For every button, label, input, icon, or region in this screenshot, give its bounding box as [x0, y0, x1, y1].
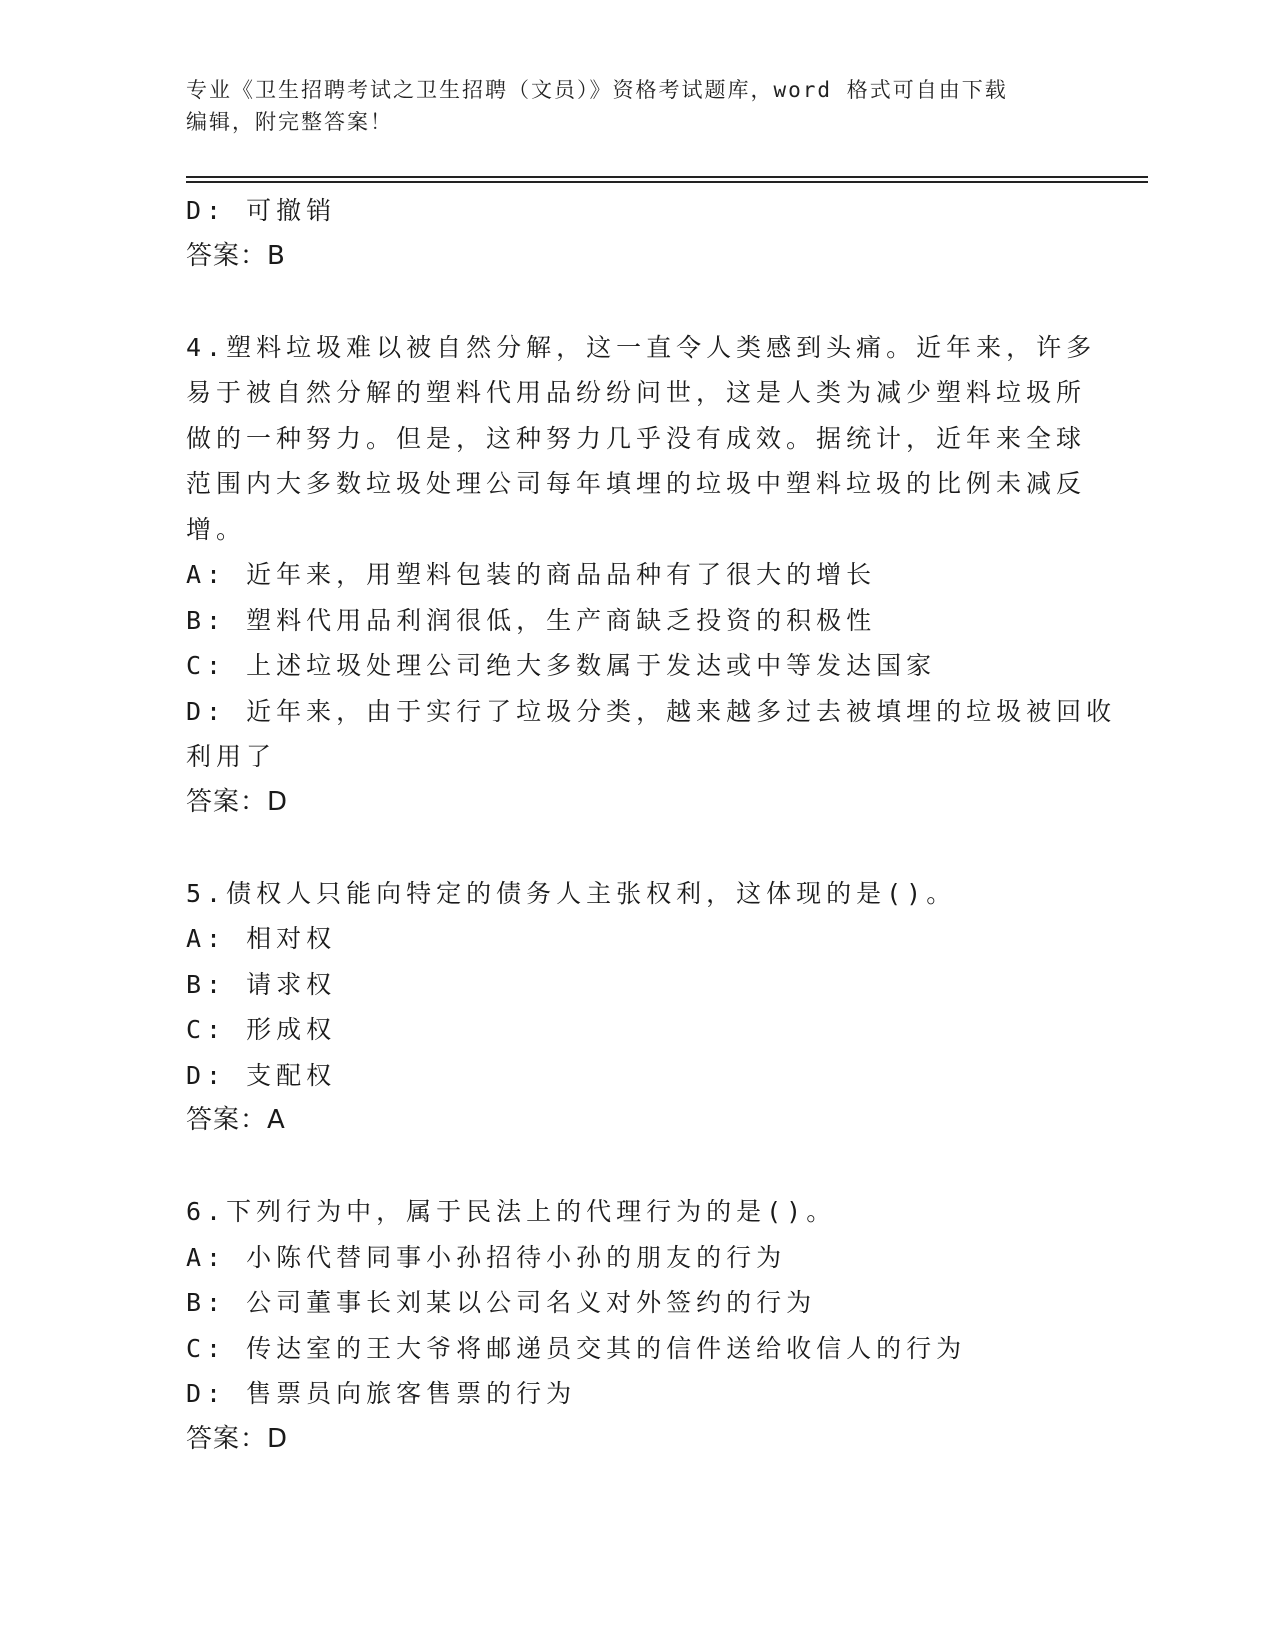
question-content — [186, 188, 1117, 1462]
q6-stem: 6.下列行为中，属于民法上的代理行为的是()。 — [186, 1197, 837, 1226]
q5-option-c: C: 形成权 — [186, 1015, 337, 1044]
q6-answer: 答案：D — [186, 1423, 289, 1454]
q4-answer: 答案：D — [186, 786, 289, 817]
q6-option-b: B: 公司董事长刘某以公司名义对外签约的行为 — [186, 1288, 817, 1317]
q6-option-c: C: 传达室的王大爷将邮递员交其的信件送给收信人的行为 — [186, 1333, 967, 1363]
q4-option-d-cont: 利用了 — [186, 742, 277, 771]
q4-stem-line: 范围内大多数垃圾处理公司每年填埋的垃圾中塑料垃圾的比例未减反 — [186, 469, 1087, 498]
q4-stem-line: 增。 — [186, 514, 247, 544]
header-rule-bottom — [186, 181, 1148, 183]
q3-answer: 答案：B — [186, 240, 286, 271]
q5-option-b: B: 请求权 — [186, 969, 337, 999]
q5-block — [186, 871, 1086, 1144]
q6-block — [186, 1189, 1086, 1462]
q5-answer: 答案：A — [186, 1105, 286, 1135]
q5-option-a: A: 相对权 — [186, 924, 337, 953]
q4-stem-line: 做的一种努力。但是，这种努力几乎没有成效。据统计，近年来全球 — [186, 423, 1087, 453]
q4-option-c: C: 上述垃圾处理公司绝大多数属于发达或中等发达国家 — [186, 651, 937, 680]
q5-stem: 5.债权人只能向特定的债务人主张权利，这体现的是()。 — [186, 878, 957, 908]
q4-stem-line: 4.塑料垃圾难以被自然分解，这一直令人类感到头痛。近年来，许多 — [186, 332, 1097, 362]
q4-stem-line: 易于被自然分解的塑料代用品纷纷问世，这是人类为减少塑料垃圾所 — [186, 378, 1087, 407]
header-line-1: 专业《卫生招聘考试之卫生招聘（文员）》资格考试题库，word 格式可自由下载 — [186, 78, 1008, 102]
q4-option-b: B: 塑料代用品利润很低，生产商缺乏投资的积极性 — [186, 605, 877, 635]
header-line-2: 编辑，附完整答案！ — [186, 110, 393, 134]
header-rule-top — [186, 176, 1148, 178]
q5-option-d: D: 支配权 — [186, 1060, 337, 1090]
q3-option-d: D: 可撤销 — [186, 196, 337, 225]
q6-option-a: A: 小陈代替同事小孙招待小孙的朋友的行为 — [186, 1242, 787, 1272]
q4-option-d: D: 近年来，由于实行了垃圾分类，越来越多过去被填埋的垃圾被回收 — [186, 696, 1117, 726]
q4-option-a: A: 近年来，用塑料包装的商品品种有了很大的增长 — [186, 560, 877, 589]
q4-block — [186, 325, 1117, 826]
q6-option-d: D: 售票员向旅客售票的行为 — [186, 1379, 577, 1408]
